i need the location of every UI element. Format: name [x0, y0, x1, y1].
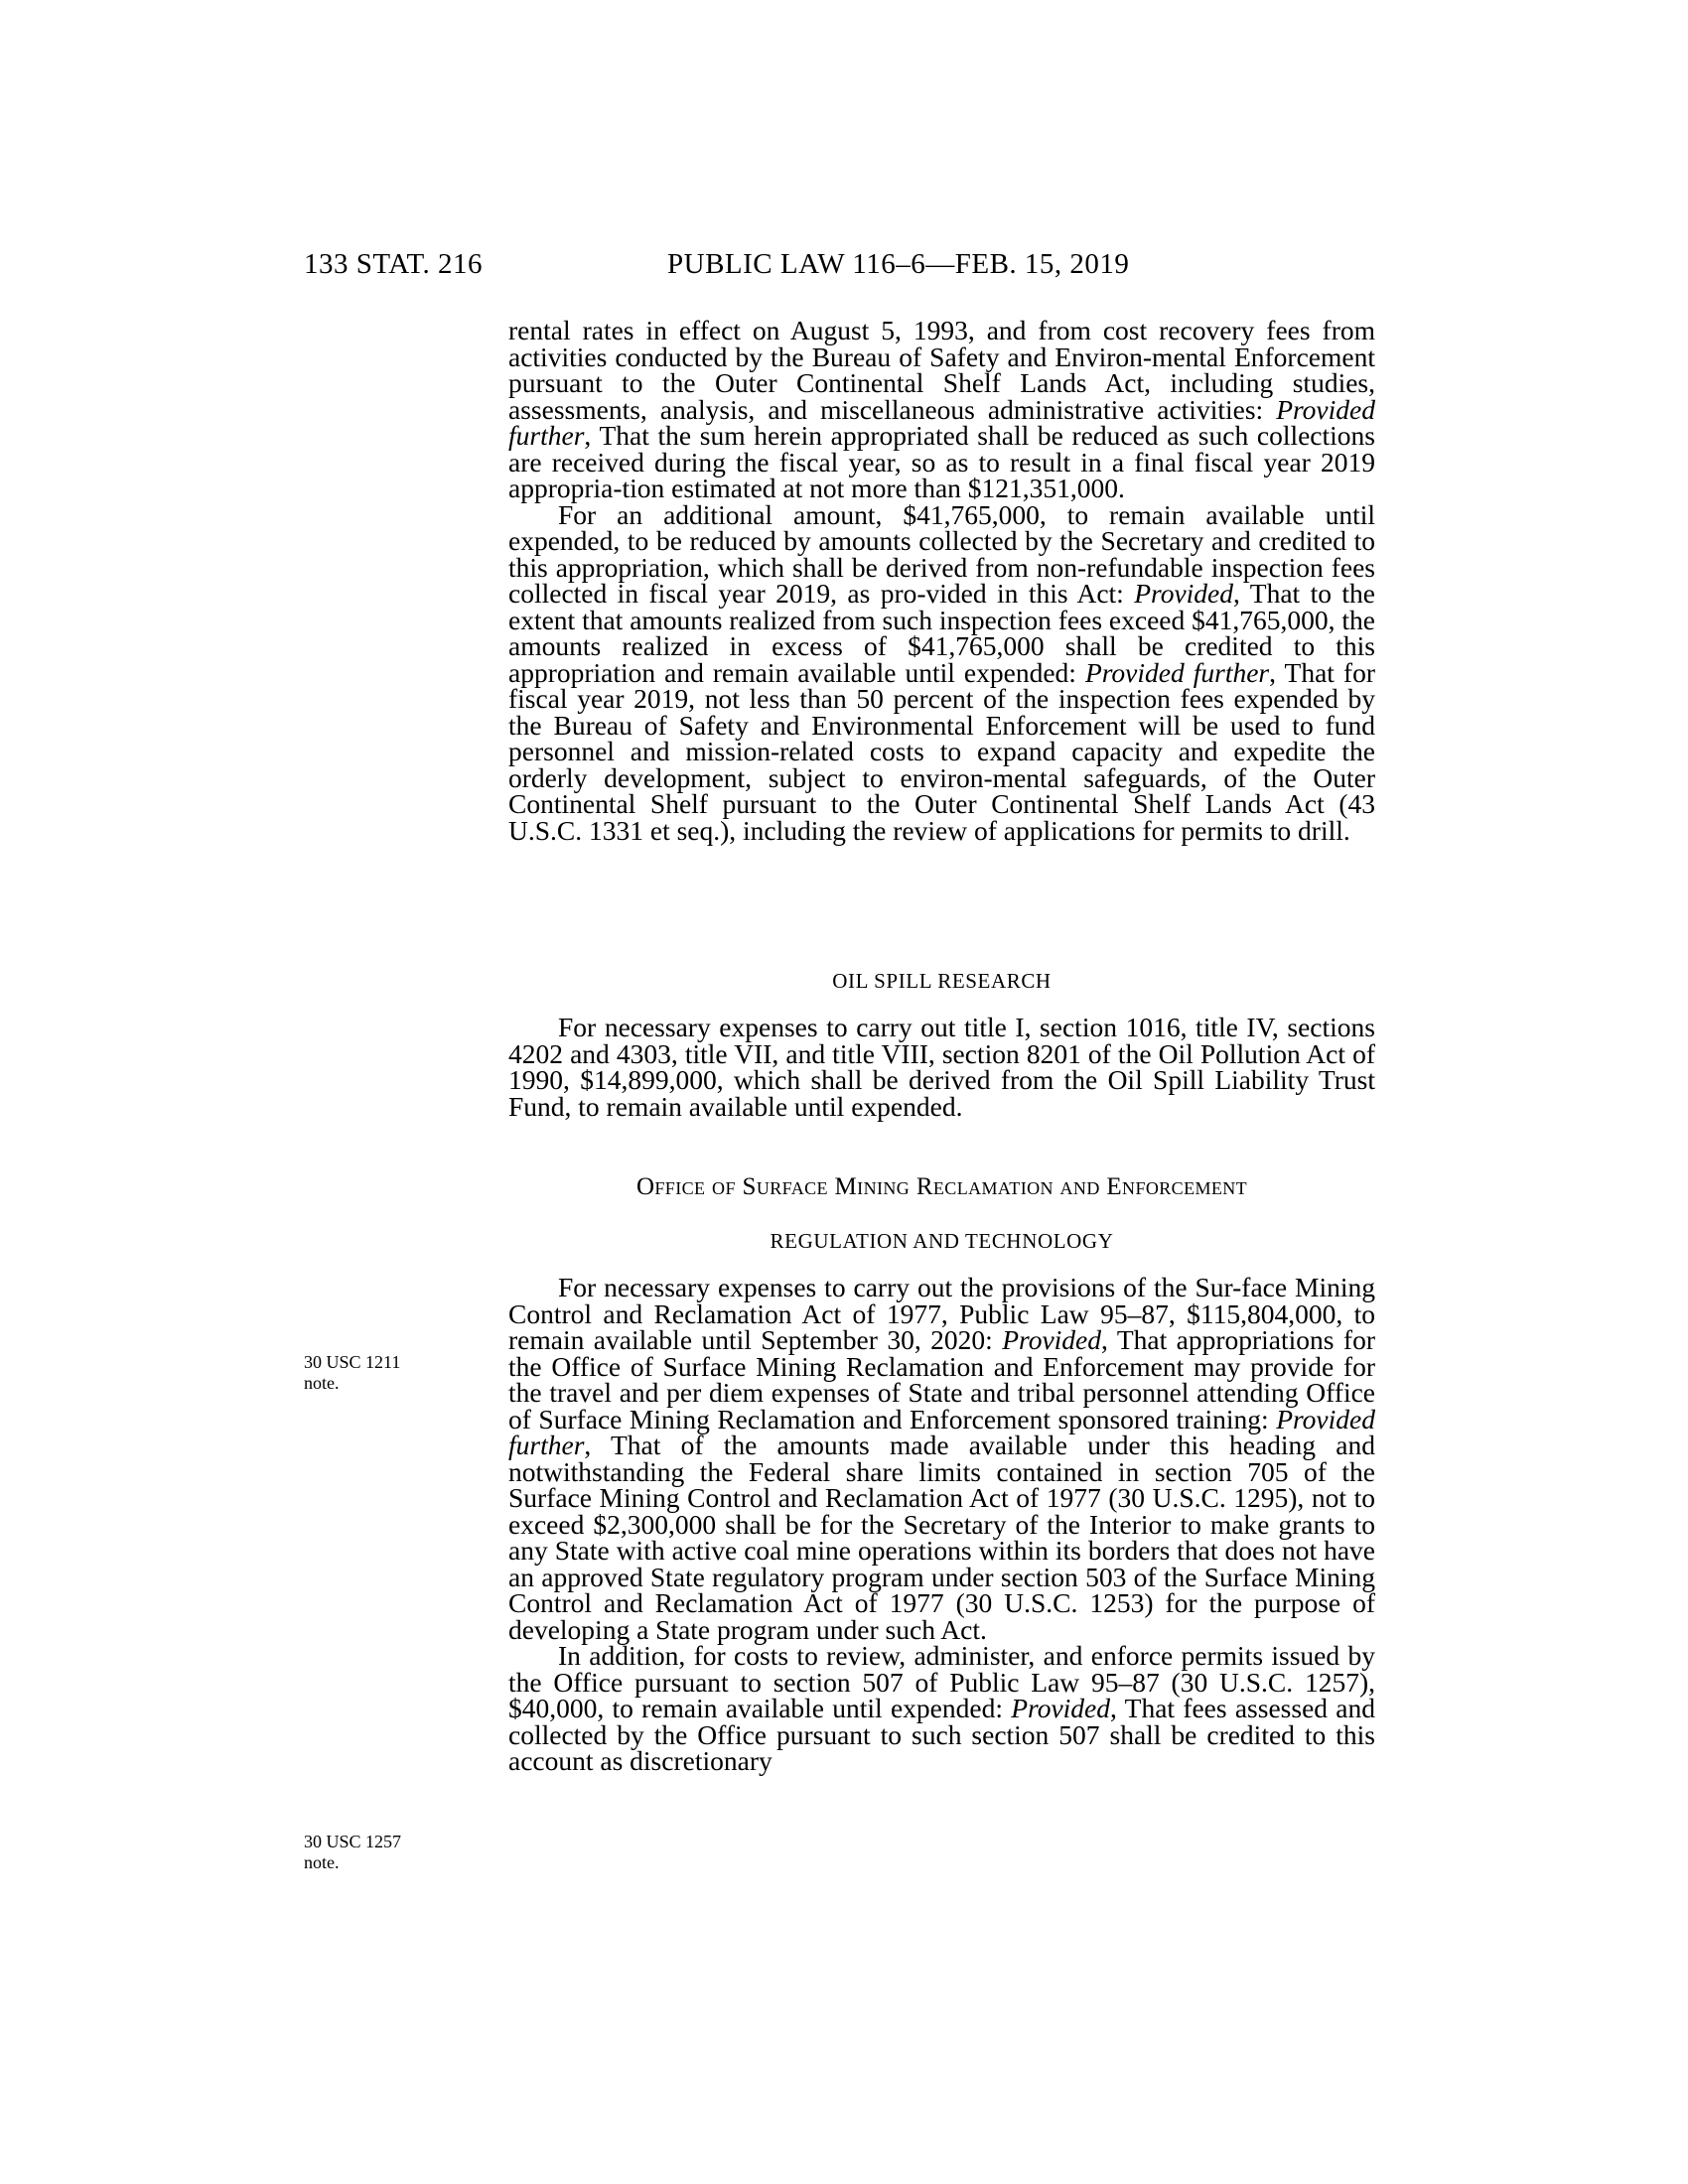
paragraph-permit-fees: In addition, for costs to review, administer, and enforce permits issued by the Office pursuant to section 507 of Public Law 95–87 (30 U.S.C. 1257), $40,000, to remain available until expended: Provided, That fees assessed and collected by the Office pursuant to such section 507 shall be credited to this account as discretionary — [508, 1640, 1375, 1776]
text-block-osm — [508, 1272, 1375, 1776]
text-block-boem-continuation — [508, 315, 1375, 846]
page-running-title: PUBLIC LAW 116–6—FEB. 15, 2019 — [667, 248, 1130, 280]
paragraph-regulation-technology: For necessary expenses to carry out the provisions of the Sur-face Mining Control and Reclamation Act of 1977, Public Law 95–87, $115,804,000, to remain available until September 30, 2020: Provided, That appropriations for the Office of Surface Mining Reclamation and Enforcement may provide for the travel and per diem expenses of State and tribal personnel attending Office of Surface Mining Reclamation and Enforcement sponsored training: Provided further, That of the amounts made available under this heading and notwithstanding the Federal share limits contained in section 705 of the Surface Mining Control and Reclamation Act of 1977 (30 U.S.C. 1295), not to exceed $2,300,000 shall be for the Secretary of the Interior to make grants to any State with active coal mine operations within its borders that does not have an approved State regulatory program under section 503 of the Surface Mining Control and Reclamation Act of 1977 (30 U.S.C. 1253) for the purpose of developing a State program under such Act. — [508, 1272, 1375, 1645]
paragraph-oil-spill: For necessary expenses to carry out title I, section 1016, title IV, sections 4202 and 4303, title VII, and title VIII, section 8201 of the Oil Pollution Act of 1990, $14,899,000, which shall be derived from the Oil Spill Liability Trust Fund, to remain available until expended. — [508, 1012, 1375, 1122]
heading-regulation-technology: REGULATION AND TECHNOLOGY — [770, 1229, 1114, 1253]
page-stat-citation: 133 STAT. 216 — [304, 248, 484, 280]
paragraph-additional-amount: For an additional amount, $41,765,000, to remain available until expended, to be reduced by amounts collected by the Secretary and credited to this appropriation, which shall be derived from non-refundable inspection fees collected in fiscal year 2019, as pro-vided in this Act: Provided, That to the extent that amounts realized from such inspection fees exceed $41,765,000, the amounts realized in excess of $41,765,000 shall be credited to this appropriation and remain available until expended: Provided further, That for fiscal year 2019, not less than 50 percent of the inspection fees expended by the Bureau of Safety and Environmental Enforcement will be used to fund personnel and mission-related costs to expand capacity and expedite the orderly development, subject to environ-mental safeguards, of the Outer Continental Shelf pursuant to the Outer Continental Shelf Lands Act (43 U.S.C. 1331 et seq.), including the review of applications for permits to drill. — [508, 498, 1375, 846]
margin-note-30-usc-1257: 30 USC 1257 note. — [304, 1832, 402, 1872]
text-block-oil-spill — [508, 1012, 1375, 1122]
paragraph-rental-rates: rental rates in effect on August 5, 1993, and from cost recovery fees from activities conducted by the Bureau of Safety and Environ-mental Enforcement pursuant to the Outer Continental Shelf Lands Act, including studies, assessments, analysis, and miscellaneous administrative activities: Provided further, That the sum herein appropriated shall be reduced as such collections are received during the fiscal year, so as to result in a final fiscal year 2019 appropria-tion estimated at not more than $121,351,000. — [508, 315, 1375, 503]
heading-oil-spill-research: OIL SPILL RESEARCH — [832, 969, 1052, 993]
heading-office-surface-mining: Office of Surface Mining Reclamation and Enforcement — [635, 1173, 1248, 1200]
margin-note-30-usc-1211: 30 USC 1211 note. — [304, 1352, 401, 1393]
